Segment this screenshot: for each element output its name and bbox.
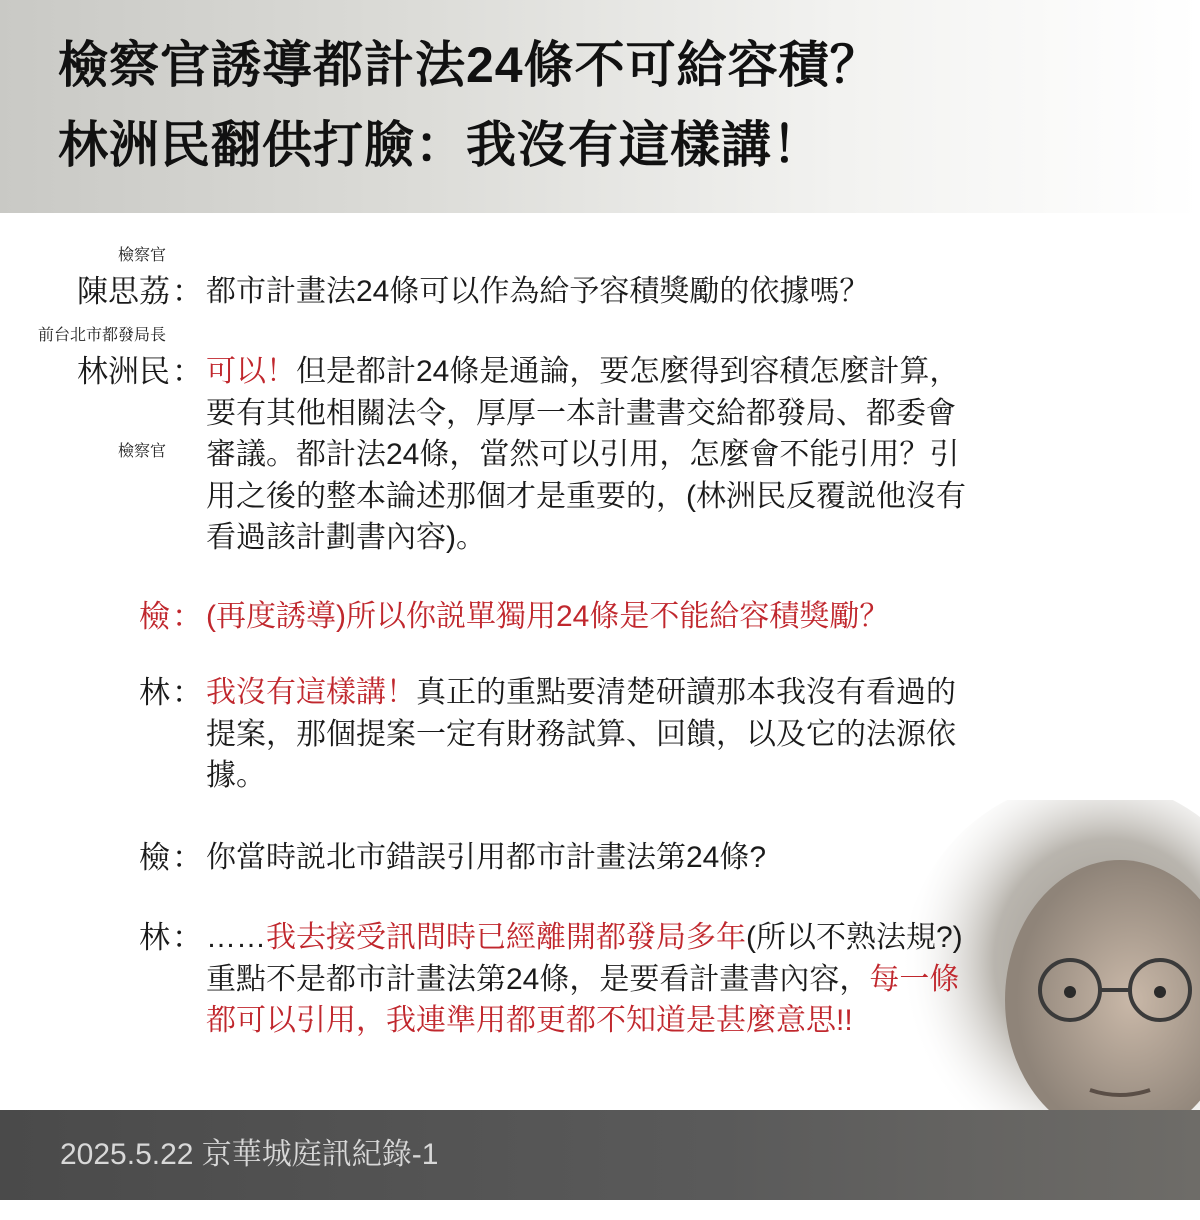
- transcript-line: [206, 272, 869, 312]
- transcript-line: [206, 597, 889, 637]
- speaker-colon: ：: [172, 920, 203, 955]
- speaker-role-label: 檢察官: [117, 443, 166, 460]
- highlighted-text: (再度誘導)所以你説單獨用24條是不能給容積獎勵？: [206, 600, 890, 633]
- footer-bar: [0, 1110, 1200, 1200]
- transcript-line: [206, 518, 486, 558]
- text-segment: ……: [206, 921, 266, 954]
- speaker-name: 陳思荔: [77, 274, 170, 309]
- transcript-line: [206, 673, 956, 713]
- speaker-colon: ：: [172, 599, 203, 634]
- speaker-role-label: 檢察官: [117, 247, 166, 264]
- transcript-line: [206, 435, 959, 475]
- text-segment: 看過該計劃書內容)。: [206, 521, 486, 554]
- highlighted-text: 我沒有這樣講！: [206, 676, 416, 709]
- text-segment: 提案，那個提案一定有財務試算、回饋，以及它的法源依: [206, 717, 956, 751]
- headline-line-2: 林洲民翻供打臉：我沒有這樣講！: [58, 117, 823, 173]
- text-segment: 真正的重點要清楚研讀那本我沒有看過的: [416, 676, 956, 709]
- speaker-colon: ：: [172, 840, 203, 875]
- text-segment: 用之後的整本論述那個才是重要的，(林洲民反覆説他沒有: [206, 479, 966, 513]
- headline-line-1: 檢察官誘導都計法24條不可給容積？: [58, 37, 881, 93]
- text-segment: 據。: [206, 759, 266, 792]
- highlighted-text: 都可以引用，我連準用都更都不知道是甚麼意思!!: [206, 1004, 853, 1037]
- footer-caption: 2025.5.22 京華城庭訊紀錄-1: [60, 1138, 439, 1171]
- title-banner: [0, 0, 1200, 213]
- speaker-role-label: 前台北市都發局長: [37, 327, 166, 344]
- highlighted-text: 可以！: [206, 355, 296, 388]
- speaker-name: 林: [139, 675, 170, 710]
- speaker-name: 林洲民: [77, 354, 170, 389]
- transcript-line: [206, 838, 766, 878]
- transcript-line: [206, 477, 966, 517]
- transcript-line: [206, 918, 963, 958]
- text-segment: 重點不是都市計畫法第24條，是要看計畫書內容，: [206, 962, 870, 996]
- speaker-colon: ：: [172, 354, 203, 389]
- text-segment: 但是都計24條是通論，要怎麼得到容積怎麼計算，: [296, 355, 960, 388]
- text-segment: 你當時説北市錯誤引用都市計畫法第24條?: [206, 841, 767, 874]
- transcript-line: [206, 352, 959, 392]
- speaker-colon: ：: [172, 274, 203, 309]
- speaker-name: 檢: [139, 840, 170, 875]
- speaker-name: 檢: [139, 599, 170, 634]
- text-segment: (所以不熟法規?): [746, 921, 963, 954]
- speaker-colon: ：: [172, 675, 203, 710]
- transcript-line: [206, 1001, 853, 1041]
- transcript-line: [206, 960, 959, 1000]
- transcript-line: [206, 756, 266, 796]
- highlighted-text: 我去接受訊問時已經離開都發局多年: [266, 921, 746, 954]
- text-segment: 都市計畫法24條可以作為給予容積獎勵的依據嗎？: [206, 275, 870, 308]
- text-segment: 要有其他相關法令，厚厚一本計畫書交給都發局、都委會: [206, 396, 956, 430]
- highlighted-text: 每一條: [869, 962, 960, 996]
- transcript-line: [206, 394, 956, 434]
- text-segment: 審議。都計法24條，當然可以引用，怎麼會不能引用？引: [206, 438, 960, 471]
- transcript-line: [206, 715, 956, 755]
- speaker-name: 林: [139, 920, 170, 955]
